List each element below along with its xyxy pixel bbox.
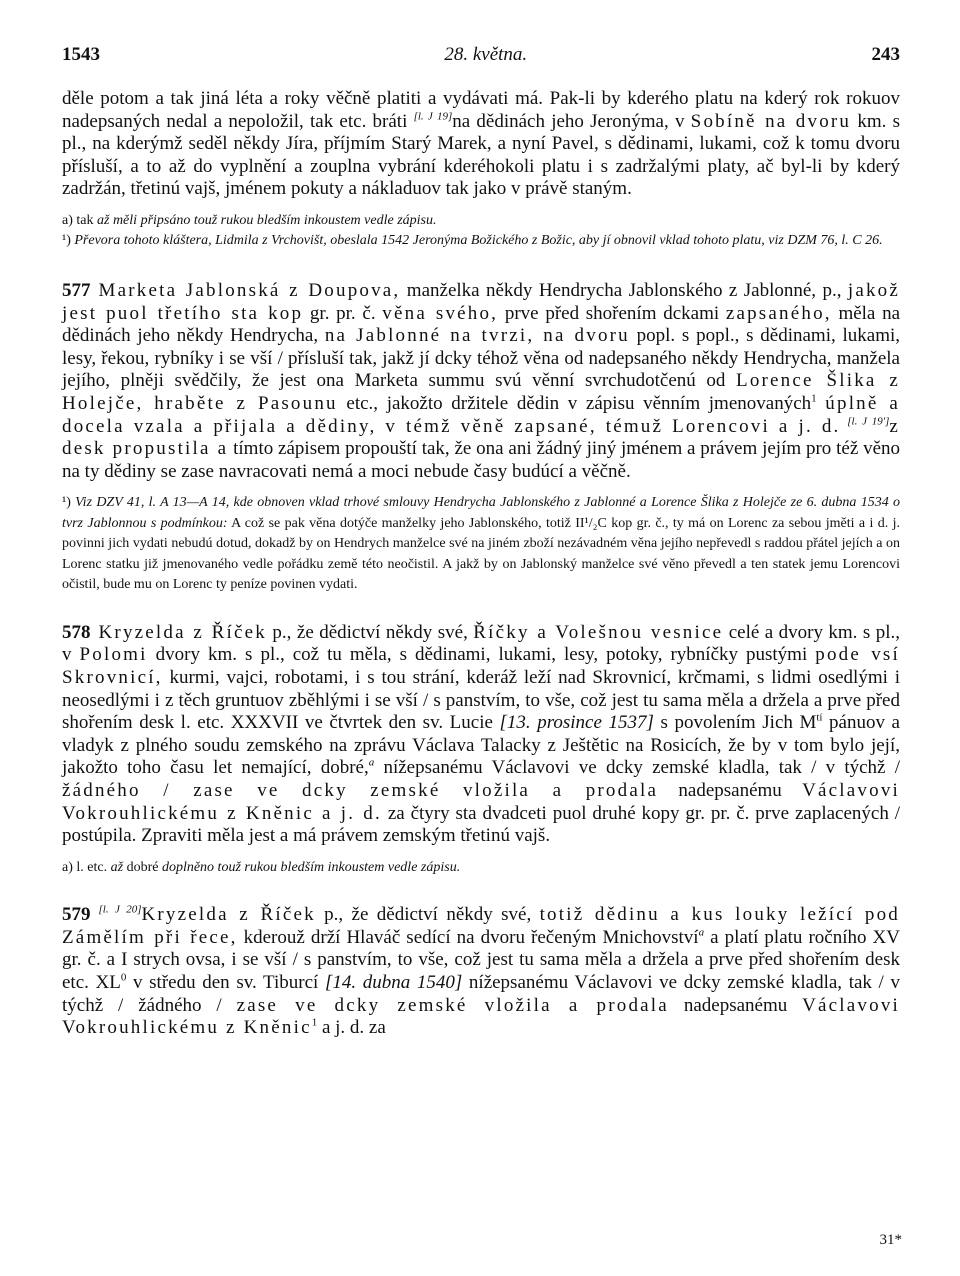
italic-date: [14. dubna 1540]	[324, 972, 463, 994]
text-run: měla na dědinách jeho někdy Hendrycha,	[62, 302, 901, 347]
footnote-578-a	[62, 858, 900, 879]
spaced-text: Sobíně na dvoru	[690, 110, 852, 132]
spaced-text: Václavovi Vokrouhlickému z Kněnic a j. d.	[62, 779, 901, 824]
spaced-text: věna svého,	[382, 302, 499, 324]
spaced-text: úplně a docela vzala a přijala a dědiny, v témž věně zapsané, témuž Lorencovi a j. d.	[62, 392, 900, 437]
folio-marker: [l. J 20]	[98, 903, 142, 916]
spaced-text: Václavovi Vokrouhlickému z Kněnic	[62, 994, 901, 1039]
text-run: děle potom a tak jiná léta a roky věčně platiti a vydávati má. Pak-li by kderého platu na kderý rok rokuov nadepsaných nedal a nepoložil, tak etc. bráti	[62, 88, 900, 132]
text-run: kurmi, vajci, robotami, i s tou strání, kderáž leží nad Skrovnicí, krčmami, s lidmi osedlými i neosedlými i z těch gruntuov zběhlými i se vší / s panstvím, to vše, což jest tu sama měla a držela a prve před shořením desk l. etc. XXXVII ve čtvrtek den sv. Lucie	[62, 667, 900, 734]
footnote-label: a)	[62, 859, 73, 875]
text-run: tak	[72, 212, 97, 228]
text-run: nížepsanému Václavovi ve dcky zemské kladla, tak / v týchž / žádného /	[62, 972, 900, 1016]
text-run: s povolením Jich M	[653, 712, 817, 734]
text-run: p., že dědictví někdy své,	[266, 621, 474, 643]
entry-number: 578	[62, 621, 91, 643]
footnote-ref: 1	[311, 1016, 318, 1029]
spaced-text: Polomi	[79, 644, 148, 666]
entry-577	[62, 280, 900, 483]
header-year: 1543	[62, 44, 100, 65]
italic-run: až	[110, 859, 124, 875]
text-run: a j. d. za	[317, 1017, 386, 1039]
italic-run: Viz DZV 41, l. A 13—A 14, kde obnoven vklad trhové smlouvy Hendrycha Jablonského z Jablonné a Lorence Šlika z Holejče ze 6. dubna 1534 o tvrz Jablonnou s podmínkou:	[62, 495, 901, 531]
text-run: v středu den sv. Tiburcí	[126, 972, 325, 994]
entry-579	[62, 904, 900, 1040]
text-run: celé a dvory km. s pl., v	[62, 621, 901, 666]
italic-date: [13. prosince 1537]	[499, 712, 654, 734]
folio-marker: [l. J 19]	[413, 110, 453, 123]
text-run: popl. s popl., s dědinami, lukami, lesy, řekou, rybníky i se vší / přísluší tak, jakž jí dcky téhož věna od nadepsaného někdy Hendrycha, manžela jejího, plněji svědčily, že jest ona Marketa summu svú věnní svrchudotčenú od	[62, 325, 901, 392]
text-run: etc., jakožto držitele dědin v zápisu věnním jmenovaných	[337, 392, 812, 414]
spaced-text: Kryzelda z Říček	[98, 621, 267, 643]
spaced-text: na Jablonné na tvrzi, na dvoru	[324, 325, 630, 347]
superscript: 0	[120, 971, 127, 984]
text-run: nížepsanému Václavovi ve dcky zemské kladla, tak / v týchž /	[374, 757, 900, 779]
spaced-text: Lorence Šlika z Holejče, hraběte z Pasounu	[62, 370, 900, 414]
text-run: A což se pak věna dotýče manželky jeho Jablonského, totiž II¹/₂C kop gr. č., ty má on Lorenc za sebou jměti a i d. j. povinni jich vydati nebudú dotud, dokadž by on Hendrych manželce své na jiném zboží nezávadném věna jejího nepřevedl s raddou přátel jejích a on Lorenc statku již jmenovaného vedle pořádku země této neočistil. A jakž by on Jablonský manželce své věno převedl a ten statek jemu Lorencovi očistil, bude mu on Lorenc ty peníze povinen vydati.	[62, 515, 900, 593]
italic-run: doplněno touž rukou bledším inkoustem vedle zápisu.	[161, 859, 461, 875]
spaced-text: totiž dědinu a kus louky ležící pod Zámělím při řece,	[62, 904, 900, 948]
spaced-text: žádného / zase ve dcky zemské vložila a prodala	[62, 779, 659, 801]
text-run: manželka někdy Hendrycha Jablonského z Jablonné, p.,	[400, 279, 848, 301]
text-run: a platí platu ročního XV gr. č. a I strych ovsa, i se vší / s panstvím, to vše, což jest tu sama měla a držela a prve před shořením desk etc. XL	[62, 926, 900, 994]
text-run: l. etc.	[72, 859, 111, 875]
entry-number: 577	[62, 279, 91, 301]
text-run: pánuov a vladyk z plného soudu zemského na zprávu Václava Talacky z Ještětic na Rosicích, že by v tom bylo její, jakožto toho času let nemající, dobré,	[62, 712, 900, 779]
text-run: dobré	[123, 859, 162, 875]
spaced-text: jakož jest puol třetího sta kop	[62, 279, 901, 324]
spaced-text: Kryzelda z Říček	[141, 904, 316, 926]
footnote-label: ¹)	[62, 495, 71, 511]
running-header	[62, 44, 900, 66]
text-run	[817, 393, 826, 414]
entry-578	[62, 622, 900, 848]
italic-run: až měli	[97, 212, 138, 228]
folio-marker: [l. J 19']	[847, 415, 890, 428]
italic-run: připsáno touž rukou bledším inkoustem vedle zápisu.	[137, 212, 437, 228]
page-number: 243	[871, 44, 900, 65]
text-run: p., že dědictví někdy své,	[315, 904, 540, 926]
footnote-577-1	[62, 493, 900, 596]
intro-paragraph	[62, 88, 900, 201]
footnote-ref: a	[368, 757, 375, 770]
entry-number: 579	[62, 904, 91, 926]
text-run: nadepsanému	[668, 994, 803, 1016]
spaced-text: pode vsí Skrovnicí,	[62, 644, 900, 688]
footnote-1	[62, 231, 900, 252]
text-run: kderouž drží Hlaváč sedící na dvoru řečeným Mnichovství	[237, 926, 699, 948]
spaced-text: Marketa Jablonská z Doupova,	[98, 279, 401, 301]
text-run: za čtyry sta dvadceti puol druhé kopy gr. pr. č. prve zaplacených / postúpila. Zpraviti měla jest a má právem zemským třetinú vajš.	[62, 802, 900, 847]
footnote-label: ¹)	[62, 233, 71, 249]
text-run: tímto zápisem propouští tak, že ona ani žádný jiný jménem a právem jejím pro též věno na ty dědiny se zase navracovati nemá a moci nebude časy budúcí a věčně.	[62, 438, 900, 482]
spaced-text: zapsaného,	[725, 302, 832, 324]
text-run: dvory km. s pl., což tu měla, s dědinami, lukami, lesy, potoky, rybníčky pustými	[147, 644, 816, 666]
text-run: nadepsanému	[658, 779, 803, 801]
spaced-text: z desk propustila a	[62, 415, 901, 460]
header-date: 28. května.	[444, 44, 528, 65]
footnote-text: Převora tohoto kláštera, Lidmila z Vrchovišt, obeslala 1542 Jeronýma Božického z Božic, aby jí obnovil vklad tohoto platu, viz DZM 76, l. C 26.	[74, 233, 883, 249]
superscript: tí	[816, 711, 823, 724]
text-run: gr. pr. č.	[303, 302, 383, 324]
text-run: na dědinách jeho Jeronýma, v	[452, 110, 691, 132]
text-run: km. s pl., na kderýmž seděl někdy Jíra, příjmím Starý Marek, a nyní Pavel, s dědinami, lukami, což k tomu dvoru přísluší, a to až do vyplnění a zouplna vybrání kderéhokoli platu i s zadržalými platy, ač byl-li by kderý zadržán, třetinú vajš, jménem pokuty a nákladuov tak jako v právě staným.	[62, 110, 900, 200]
footnote-ref: 1	[811, 392, 817, 405]
spaced-text: zase ve dcky zemské vložila a prodala	[236, 994, 669, 1016]
footnote-a	[62, 211, 900, 232]
spaced-text: Říčky a Volešnou vesnice	[473, 621, 724, 643]
footnote-ref: a	[698, 926, 705, 939]
sheet-signature: 31*	[879, 1232, 902, 1248]
footnote-label: a)	[62, 212, 73, 228]
text-run: prve před shořením dckami	[498, 302, 726, 324]
